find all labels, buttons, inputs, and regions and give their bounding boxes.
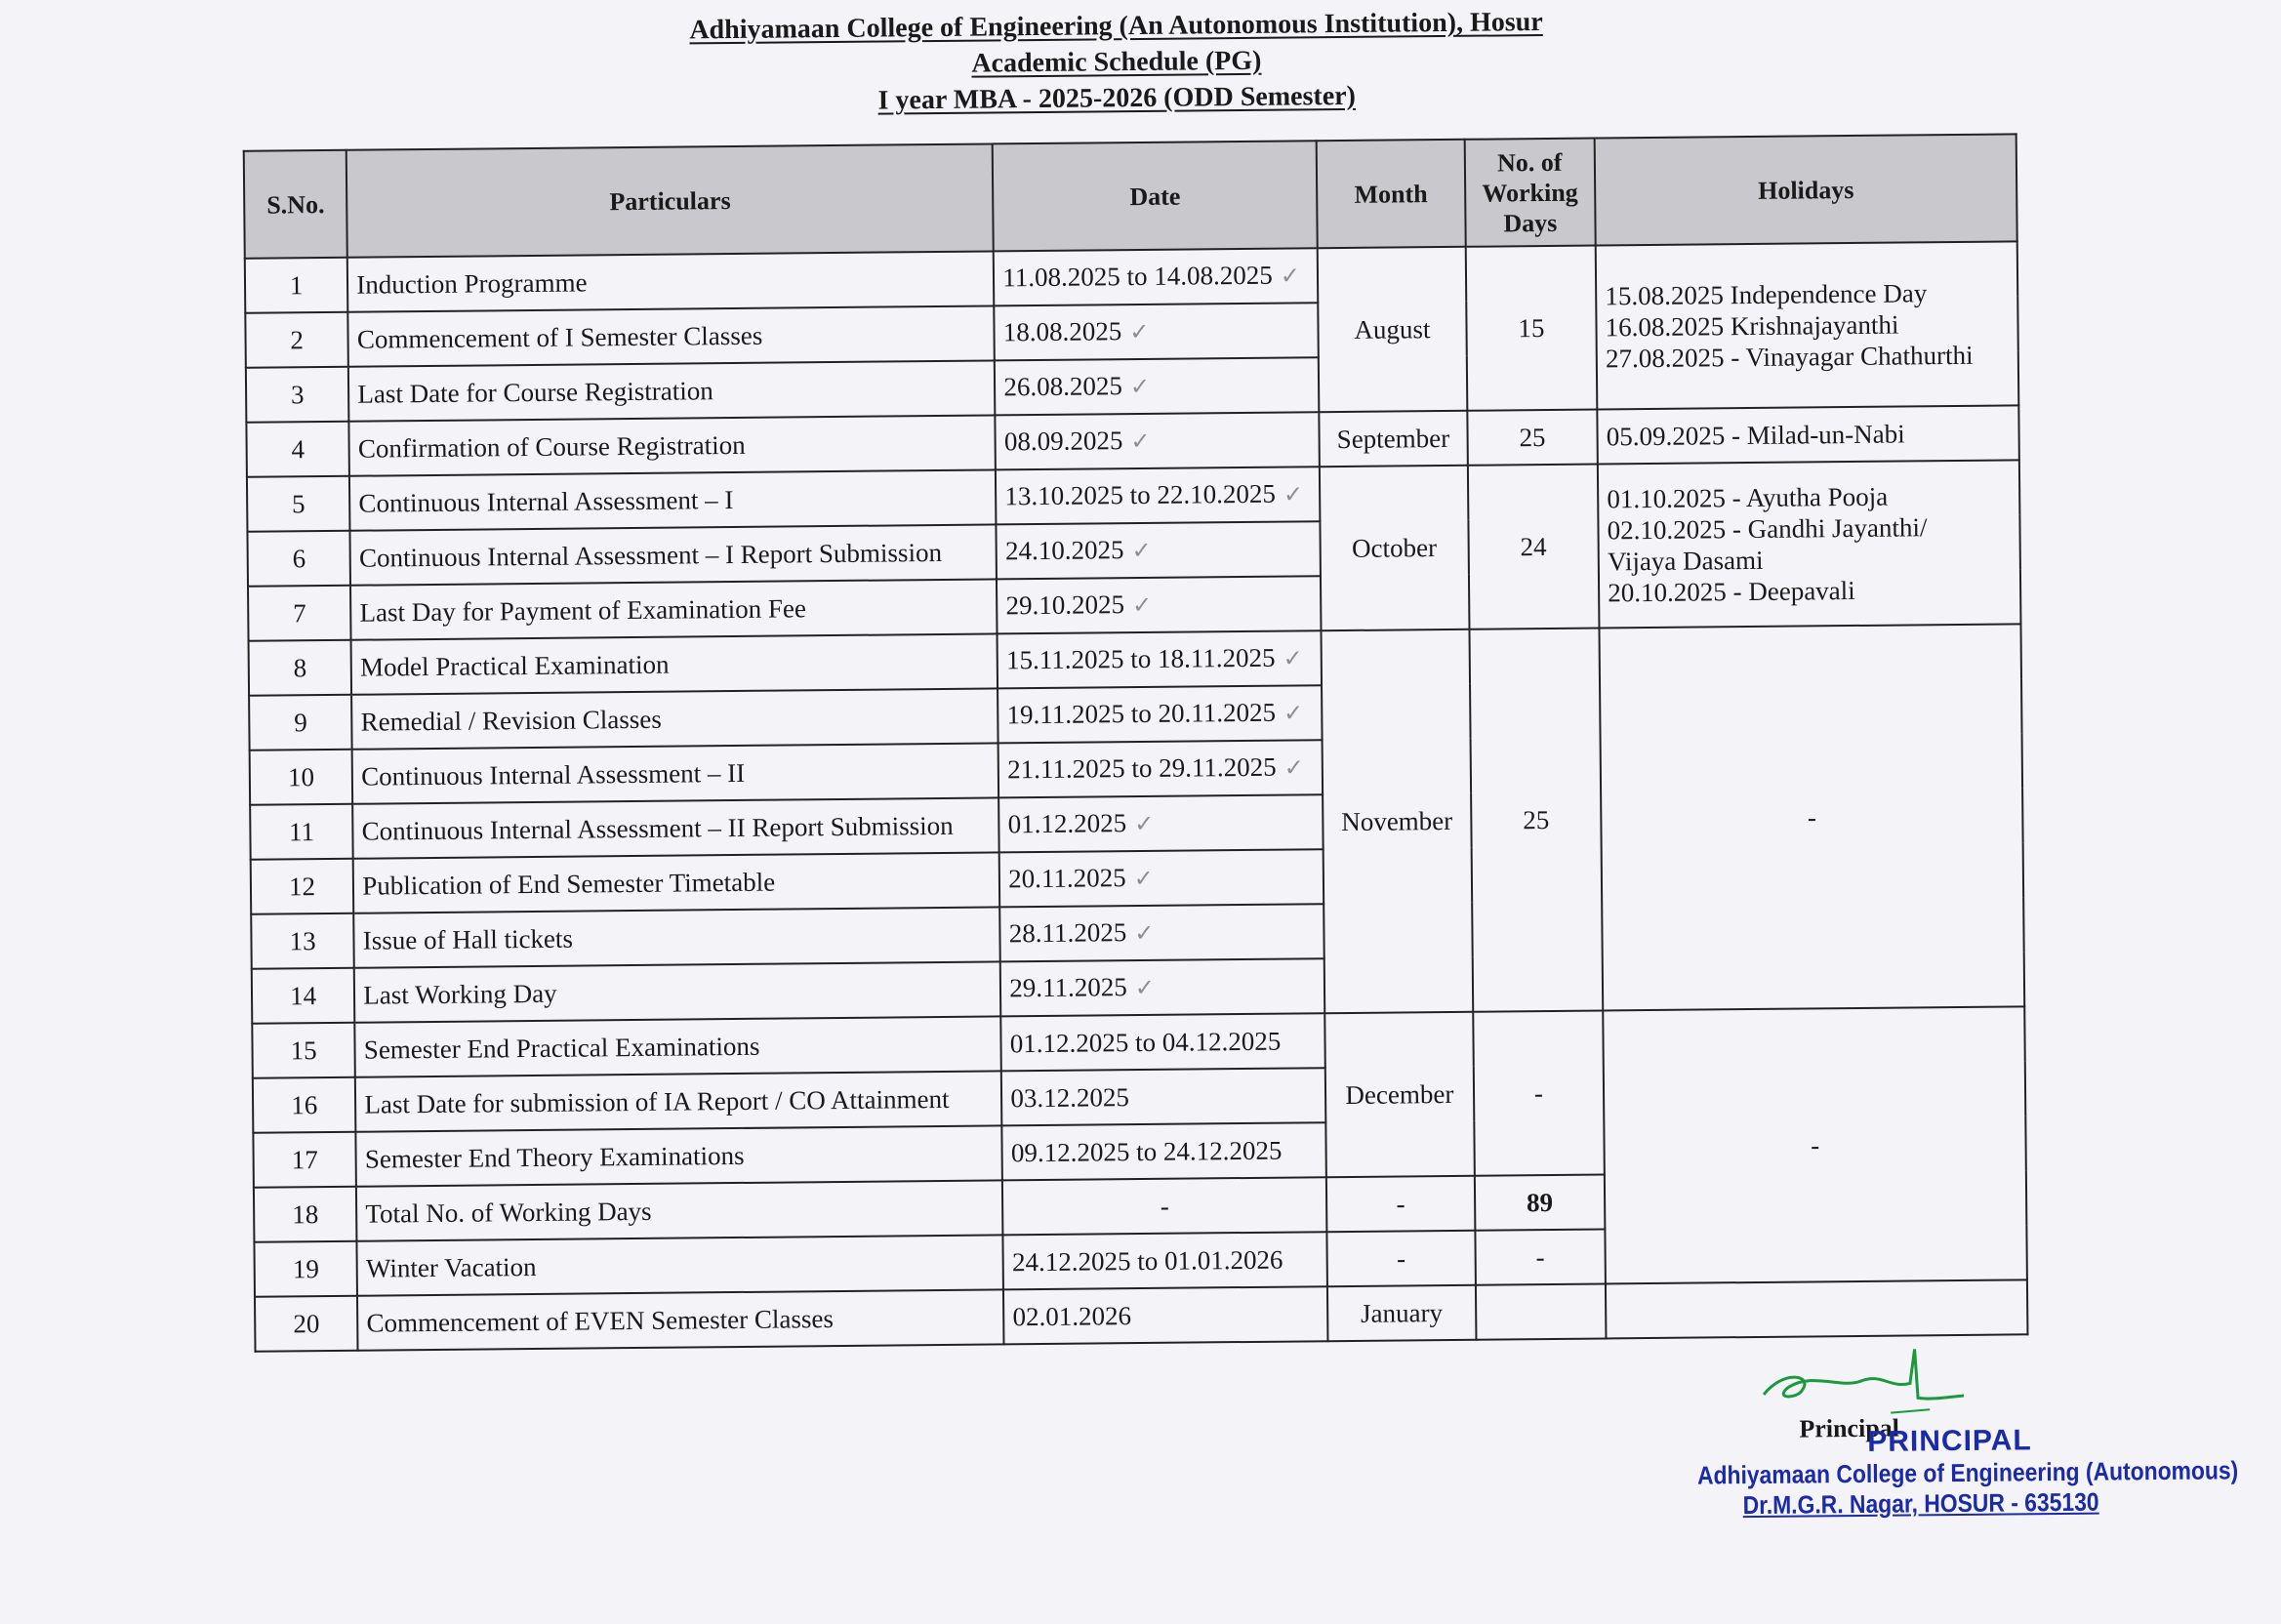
- row-particulars: Semester End Theory Examinations: [356, 1125, 1003, 1186]
- row-sno: 13: [251, 914, 354, 969]
- month-total: -: [1326, 1176, 1475, 1232]
- row-particulars: Remedial / Revision Classes: [351, 688, 998, 749]
- month-january: January: [1327, 1285, 1476, 1341]
- check-mark-icon: ✓: [1131, 592, 1153, 620]
- row-date: [998, 685, 1322, 743]
- principal-stamp: [1666, 1423, 2239, 1522]
- row-particulars: Commencement of I Semester Classes: [348, 305, 996, 366]
- row-particulars: Winter Vacation: [357, 1235, 1004, 1295]
- header-working-days: No. of Working Days: [1464, 139, 1596, 247]
- header-month: Month: [1317, 140, 1466, 248]
- working-days-august: 15: [1465, 246, 1597, 411]
- working-days-october: 24: [1467, 465, 1599, 629]
- check-mark-icon: ✓: [1283, 755, 1304, 782]
- row-particulars: Induction Programme: [347, 251, 995, 311]
- row-sno: 8: [249, 640, 352, 696]
- holiday-entry: 16.08.2025 Krishnajayanthi: [1605, 309, 1899, 343]
- row-date: -: [1002, 1177, 1326, 1235]
- row-date: [996, 467, 1320, 524]
- working-days-december: -: [1473, 1010, 1605, 1175]
- program-title: I year MBA - 2025-2026 (ODD Semester): [877, 80, 1357, 116]
- row-sno: 2: [245, 312, 348, 368]
- check-mark-icon: ✓: [1283, 482, 1304, 508]
- row-sno: 4: [246, 422, 349, 477]
- row-date: [995, 357, 1319, 415]
- working-days-winter: -: [1475, 1229, 1606, 1284]
- holiday-entry: 01.10.2025 - Ayutha Pooja: [1607, 481, 1889, 514]
- row-sno: 12: [251, 859, 354, 914]
- row-sno: 19: [254, 1241, 357, 1297]
- holidays-november: -: [1600, 624, 2025, 1010]
- holidays-october: [1598, 460, 2020, 628]
- holiday-entry: 27.08.2025 - Vinayagar Chathurthi: [1605, 340, 1974, 374]
- row-sno: 15: [252, 1023, 355, 1078]
- academic-schedule-table: [243, 133, 2029, 1352]
- check-mark-icon: ✓: [1283, 701, 1304, 727]
- row-date: 02.01.2026: [1003, 1286, 1327, 1344]
- row-date-text: 15.11.2025 to 18.11.2025: [1005, 642, 1276, 675]
- holidays-august: [1596, 241, 2018, 409]
- row-date-text: 29.11.2025: [1009, 972, 1127, 1003]
- row-date: 01.12.2025 to 04.12.2025: [1001, 1013, 1325, 1071]
- row-date-text: 13.10.2025 to 22.10.2025: [1004, 478, 1277, 511]
- check-mark-icon: ✓: [1134, 975, 1156, 1002]
- row-date: [996, 412, 1320, 469]
- row-date: [998, 740, 1323, 797]
- month-winter: -: [1326, 1231, 1475, 1286]
- check-mark-icon: ✓: [1133, 866, 1154, 893]
- row-date: [997, 521, 1321, 579]
- row-particulars: Last Day for Payment of Examination Fee: [350, 579, 998, 639]
- row-date-text: 28.11.2025: [1008, 917, 1127, 949]
- stamp-institution: Adhiyamaan College of Engineering (Autonomous): [1696, 1455, 2239, 1490]
- row-date: [994, 248, 1318, 305]
- check-mark-icon: ✓: [1129, 319, 1150, 346]
- document-header: [540, 3, 1692, 122]
- schedule-title: Academic Schedule (PG): [971, 45, 1262, 79]
- row-sno: 3: [246, 367, 349, 423]
- row-sno: 7: [248, 586, 351, 641]
- row-particulars: Commencement of EVEN Semester Classes: [357, 1289, 1004, 1350]
- row-date: [999, 849, 1324, 907]
- row-sno: 5: [247, 476, 350, 532]
- working-days-january: [1476, 1283, 1607, 1339]
- row-date-text: 26.08.2025: [1003, 371, 1123, 402]
- row-date: 24.12.2025 to 01.01.2026: [1003, 1232, 1327, 1289]
- row-date-text: 20.11.2025: [1008, 863, 1126, 894]
- row-date-text: 01.12.2025: [1007, 808, 1127, 839]
- row-sno: 1: [245, 258, 348, 313]
- check-mark-icon: ✓: [1283, 646, 1303, 672]
- check-mark-icon: ✓: [1130, 428, 1151, 456]
- row-date: [997, 576, 1321, 633]
- month-december: December: [1324, 1012, 1474, 1177]
- month-november: November: [1322, 629, 1473, 1013]
- month-october: October: [1320, 466, 1469, 630]
- row-date: [999, 904, 1324, 961]
- month-august: August: [1318, 247, 1467, 412]
- row-sno: 10: [250, 750, 353, 805]
- row-sno: 18: [254, 1187, 357, 1242]
- header-particulars: Particulars: [346, 143, 994, 257]
- header-sno: S.No.: [244, 150, 347, 259]
- principal-label: Principal: [1799, 1413, 1900, 1443]
- row-date-text: 21.11.2025 to 29.11.2025: [1006, 751, 1277, 785]
- holiday-entry: 02.10.2025 - Gandhi Jayanthi/: [1607, 512, 1928, 546]
- row-date-text: 18.08.2025: [1002, 316, 1122, 347]
- row-sno: 17: [253, 1132, 356, 1188]
- stamp-address: Dr.M.G.R. Nagar, HOSUR - 635130: [1742, 1486, 2099, 1521]
- row-sno: 11: [250, 804, 353, 860]
- row-date: [998, 794, 1323, 852]
- row-particulars: Issue of Hall tickets: [354, 907, 1001, 967]
- header-date: Date: [993, 141, 1318, 251]
- row-date: 09.12.2025 to 24.12.2025: [1002, 1122, 1326, 1180]
- row-sno: 20: [255, 1296, 358, 1352]
- check-mark-icon: ✓: [1131, 538, 1152, 565]
- holiday-entry: 15.08.2025 Independence Day: [1605, 278, 1928, 311]
- row-date-text: 08.09.2025: [1003, 426, 1123, 457]
- row-date: [995, 303, 1319, 360]
- check-mark-icon: ✓: [1134, 920, 1155, 948]
- holiday-entry: Vijaya Dasami: [1607, 545, 1764, 577]
- holidays-september: 05.09.2025 - Milad-un-Nabi: [1597, 405, 2018, 464]
- row-date: [998, 630, 1322, 688]
- institution-title: Adhiyamaan College of Engineering (An Autonomous Institution), Hosur: [689, 7, 1543, 46]
- check-mark-icon: ✓: [1134, 811, 1155, 838]
- row-particulars: Continuous Internal Assessment – II Report Submission: [352, 797, 999, 858]
- row-particulars: Publication of End Semester Timetable: [353, 852, 1000, 913]
- working-days-total: 89: [1474, 1174, 1605, 1230]
- row-particulars: Continuous Internal Assessment – I Report Submission: [350, 524, 998, 585]
- row-particulars: Semester End Practical Examinations: [355, 1016, 1002, 1076]
- month-september: September: [1319, 411, 1467, 467]
- holidays-january: [1606, 1279, 2027, 1338]
- holidays-december: -: [1603, 1006, 2027, 1283]
- row-particulars: Last Working Day: [354, 961, 1001, 1022]
- row-date-text: 19.11.2025 to 20.11.2025: [1006, 697, 1277, 730]
- row-particulars: Total No. of Working Days: [356, 1180, 1003, 1240]
- row-particulars: Model Practical Examination: [351, 633, 998, 694]
- header-holidays: Holidays: [1595, 134, 2017, 245]
- working-days-september: 25: [1467, 410, 1598, 466]
- row-particulars: Confirmation of Course Registration: [349, 415, 997, 475]
- row-date: [1000, 958, 1324, 1016]
- stamp-title: PRINCIPAL: [1867, 1424, 2032, 1458]
- row-sno: 16: [253, 1077, 356, 1133]
- row-sno: 14: [252, 968, 355, 1024]
- row-particulars: Continuous Internal Assessment – II: [352, 743, 999, 803]
- check-mark-icon: ✓: [1129, 374, 1151, 401]
- holiday-entry: 20.10.2025 - Deepavali: [1608, 575, 1855, 608]
- row-date-text: 24.10.2025: [1004, 535, 1124, 566]
- principal-signature-block: [1666, 1337, 2239, 1566]
- row-particulars: Continuous Internal Assessment – I: [349, 469, 997, 530]
- row-date-text: 29.10.2025: [1005, 589, 1125, 621]
- row-date-text: 11.08.2025 to 14.08.2025: [1002, 260, 1273, 293]
- check-mark-icon: ✓: [1280, 264, 1301, 290]
- row-particulars: Last Date for Course Registration: [348, 360, 996, 421]
- row-date: 03.12.2025: [1001, 1068, 1325, 1125]
- working-days-november: 25: [1469, 628, 1603, 1011]
- row-sno: 6: [247, 531, 350, 587]
- row-particulars: Last Date for submission of IA Report / CO Attainment: [355, 1071, 1002, 1131]
- row-sno: 9: [249, 695, 352, 751]
- table-header-row: [244, 134, 2017, 258]
